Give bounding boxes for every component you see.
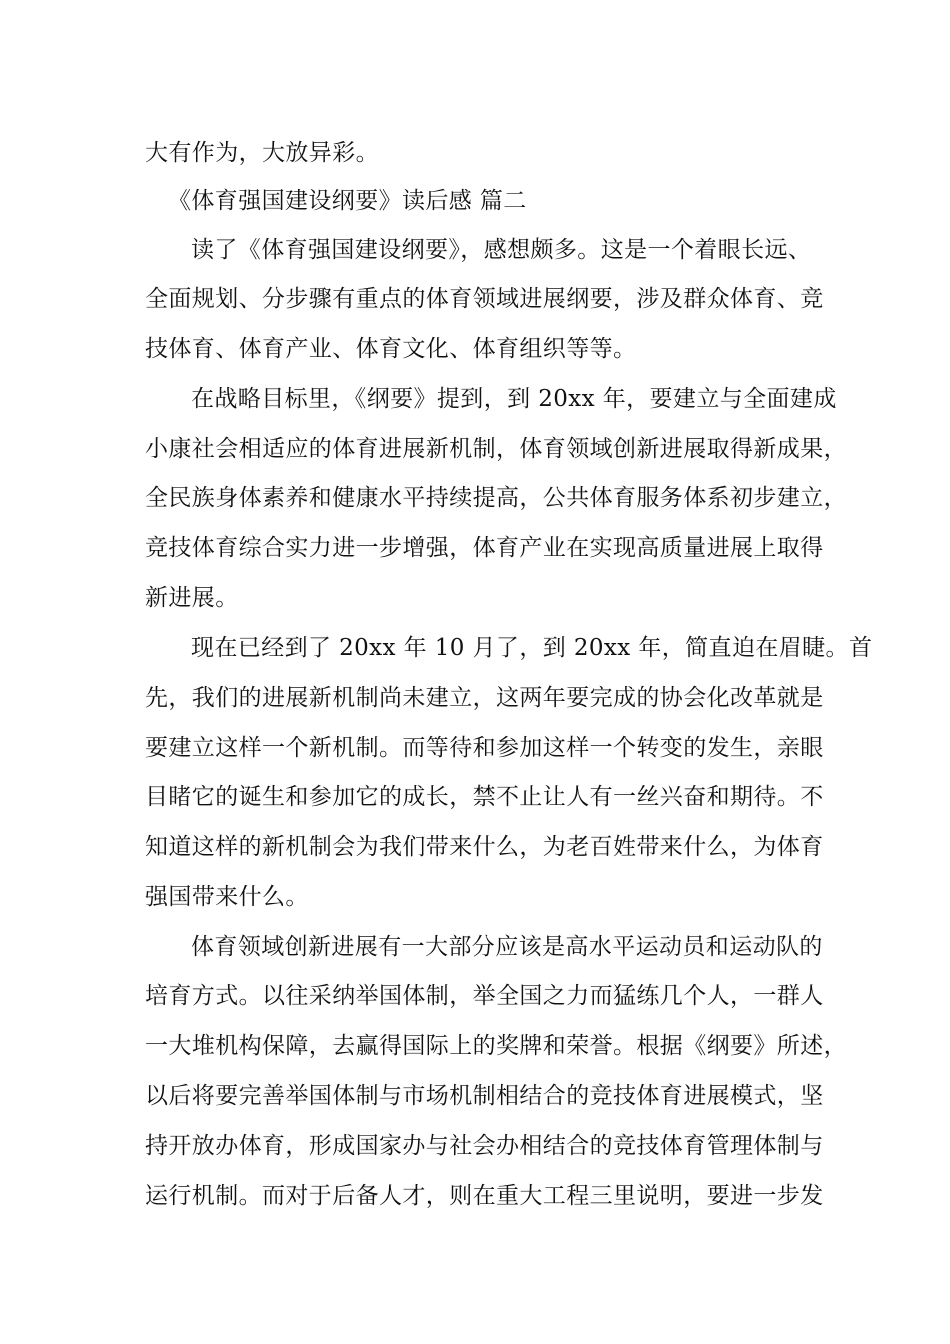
paragraph-line: 在战略目标里，《纲要》提到，到 20xx 年，要建立与全面建成 bbox=[191, 386, 837, 412]
paragraph-line: 现在已经到了 20xx 年 10 月了，到 20xx 年，简直迫在眉睫。首 bbox=[191, 635, 873, 661]
paragraph-line: 知道这样的新机制会为我们带来什么，为老百姓带来什么，为体育 bbox=[145, 834, 824, 860]
paragraph-line: 全面规划、分步骤有重点的体育领域进展纲要，涉及群众体育、竞 bbox=[145, 286, 824, 312]
paragraph-line: 先，我们的进展新机制尚未建立，这两年要完成的协会化改革就是 bbox=[145, 685, 824, 711]
paragraph-line: 体育领域创新进展有一大部分应该是高水平运动员和运动队的 bbox=[191, 934, 823, 960]
section-heading: 《体育强国建设纲要》读后感 篇二 bbox=[168, 188, 527, 214]
text-line: 大有作为，大放异彩。 bbox=[145, 140, 379, 166]
paragraph-line: 新进展。 bbox=[145, 585, 239, 611]
paragraph-line: 技体育、体育产业、体育文化、体育组织等等。 bbox=[145, 336, 637, 362]
paragraph-line: 以后将要完善举国体制与市场机制相结合的竞技体育进展模式，坚 bbox=[145, 1083, 824, 1109]
paragraph-line: 强国带来什么。 bbox=[145, 884, 309, 910]
paragraph-line: 持开放办体育，形成国家办与社会办相结合的竞技体育管理体制与 bbox=[145, 1133, 824, 1159]
paragraph-line: 全民族身体素养和健康水平持续提高，公共体育服务体系初步建立， bbox=[145, 485, 847, 511]
paragraph-line: 运行机制。而对于后备人才，则在重大工程三里说明，要进一步发 bbox=[145, 1183, 824, 1209]
paragraph-line: 小康社会相适应的体育进展新机制，体育领域创新进展取得新成果， bbox=[145, 436, 847, 462]
paragraph-line: 读了《体育强国建设纲要》，感想颇多。这是一个着眼长远、 bbox=[191, 237, 812, 263]
paragraph-line: 要建立这样一个新机制。而等待和参加这样一个转变的发生，亲眼 bbox=[145, 735, 824, 761]
paragraph-line: 一大堆机构保障，去赢得国际上的奖牌和荣誉。根据《纲要》所述， bbox=[145, 1033, 847, 1059]
paragraph-line: 培育方式。以往采纳举国体制，举全国之力而猛练几个人，一群人 bbox=[145, 983, 824, 1009]
paragraph-line: 竞技体育综合实力进一步增强，体育产业在实现高质量进展上取得 bbox=[145, 535, 824, 561]
paragraph-line: 目睹它的诞生和参加它的成长，禁不止让人有一丝兴奋和期待。不 bbox=[145, 784, 824, 810]
